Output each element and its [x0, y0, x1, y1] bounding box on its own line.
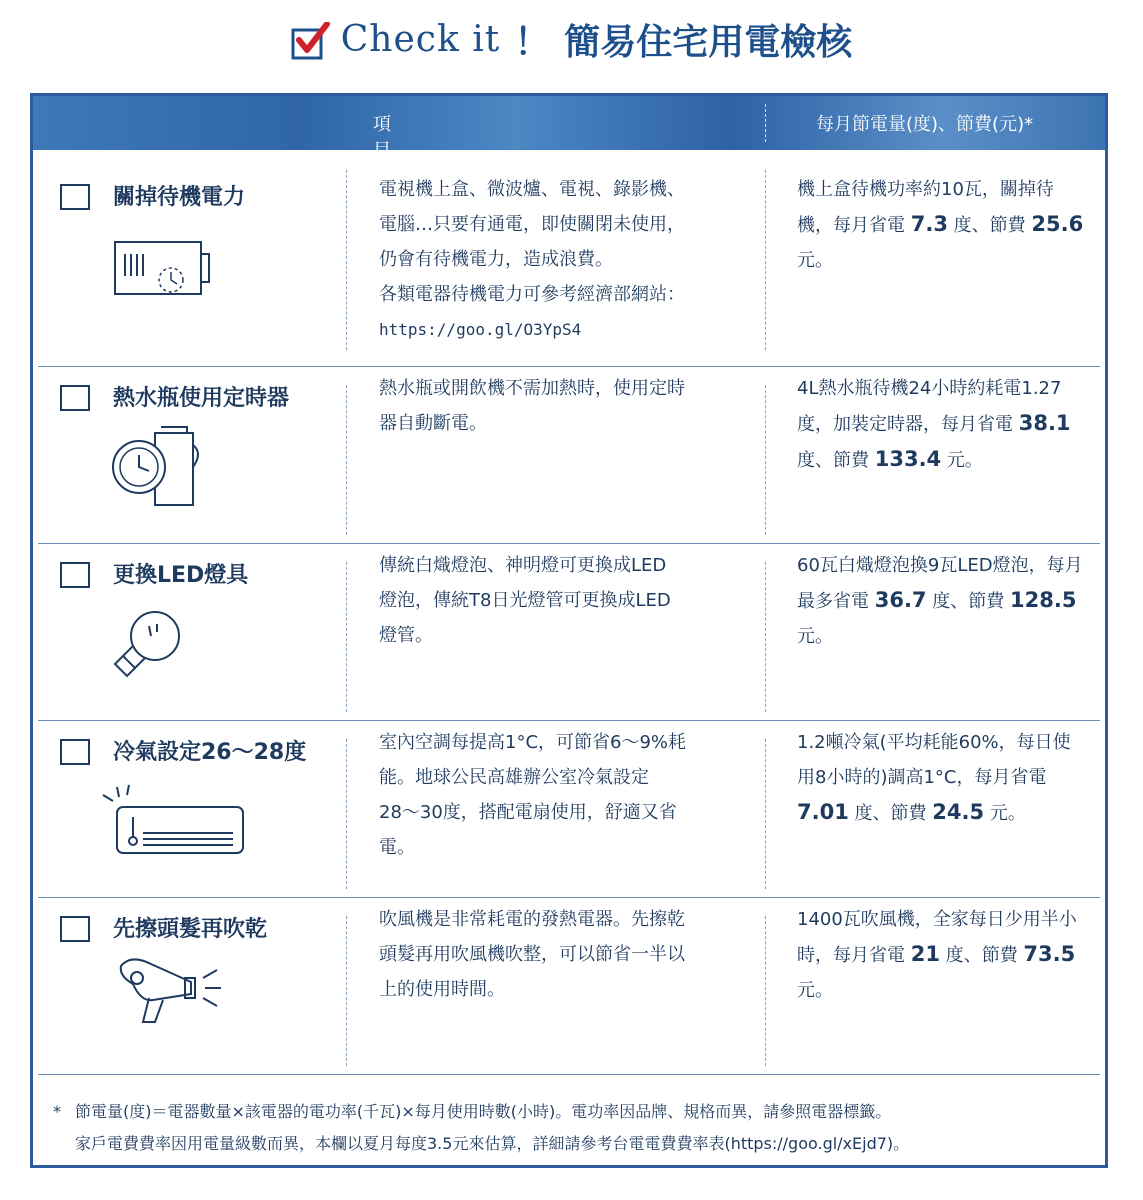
column-divider [346, 170, 347, 350]
saving-text: 度、節費 [926, 591, 1011, 612]
column-divider [765, 739, 766, 889]
row-title: 更換LED燈具 [113, 563, 249, 588]
checkbox[interactable] [60, 739, 90, 765]
saving-kwh: 36.7 [874, 588, 927, 612]
column-divider [765, 170, 766, 350]
desc-line: 28～30度，搭配電扇使用，舒適又省 [379, 802, 677, 823]
column-divider [765, 562, 766, 712]
footnote-line-2: 家戶電費費率因用電量級數而異，本欄以夏月每度3.5元來估算，詳細請參考台電電費費率表(https://goo.gl/xEjd7)。 [75, 1134, 910, 1153]
column-divider [346, 562, 347, 712]
header-saving: 每月節電量(度)、節費(元)* [816, 114, 1034, 135]
row-description [379, 902, 749, 1007]
table-row [33, 150, 1105, 367]
saving-text: 1400瓦吹風機，全家每日少用半小時，每月省電 [797, 909, 1077, 966]
row-separator [38, 1074, 1100, 1075]
footnote-line-1 [53, 1096, 1093, 1128]
saving-text: 元。 [941, 450, 983, 471]
saving-text: 元。 [984, 803, 1026, 824]
checkbox[interactable] [60, 184, 90, 210]
standby-power-icon [111, 232, 221, 311]
desc-line: 仍會有待機電力，造成浪費。 [379, 249, 613, 270]
table-header [33, 96, 1105, 161]
row-saving [797, 172, 1087, 278]
row-saving [797, 725, 1087, 831]
desc-line: 室內空調每提高1°C，可節省6～9%耗 [379, 732, 687, 753]
desc-line: 電視機上盒、微波爐、電視、錄影機、 [379, 179, 685, 200]
page-header [0, 14, 1143, 78]
saving-text: 元。 [797, 250, 833, 271]
table-row [33, 367, 1105, 544]
saving-text: 60瓦白熾燈泡換9瓦LED燈泡，每月最多省電 [797, 555, 1083, 612]
desc-line: 能。地球公民高雄辦公室冷氣設定 [379, 767, 649, 788]
header-item: 項 目 [373, 114, 409, 161]
saving-cost: 25.6 [1031, 212, 1084, 236]
saving-cost: 73.5 [1023, 942, 1076, 966]
checklist-table [30, 93, 1108, 1168]
saving-text: 元。 [797, 626, 833, 647]
row-description [379, 725, 749, 865]
row-title: 關掉待機電力 [113, 185, 246, 210]
column-divider [346, 739, 347, 889]
saving-kwh: 7.01 [797, 800, 849, 824]
row-description [379, 172, 749, 347]
desc-line: 電。 [379, 837, 415, 858]
saving-text: 機上盒待機功率約10瓦，關掉待機，每月省電 [797, 179, 1054, 236]
hair-dryer-icon [113, 956, 243, 1040]
footnote [53, 1096, 1093, 1160]
desc-line: 電腦…只要有通電，即使關閉未使用， [379, 214, 685, 235]
title-english: Check it [340, 19, 501, 60]
desc-line: 吹風機是非常耗電的發熱電器。先擦乾 [379, 909, 685, 930]
desc-line: 燈管。 [379, 625, 433, 646]
desc-line: 燈泡，傳統T8日光燈管可更換成LED [379, 590, 671, 611]
row-saving [797, 371, 1087, 478]
title-chinese: 簡易住宅用電檢核 [564, 21, 853, 63]
saving-cost: 24.5 [932, 800, 985, 824]
column-divider [765, 916, 766, 1066]
saving-text: 元。 [797, 980, 833, 1001]
page-title [291, 14, 852, 65]
table-row [33, 544, 1105, 721]
table-row [33, 898, 1105, 1075]
desc-line: 熱水瓶或開飲機不需加熱時，使用定時 [379, 378, 685, 399]
row-title: 先擦頭髮再吹乾 [113, 917, 268, 942]
thermos-timer-icon [105, 423, 205, 517]
led-bulb-icon [109, 606, 189, 690]
saving-text: 度、節費 [939, 945, 1024, 966]
checkbox[interactable] [60, 562, 90, 588]
row-saving [797, 548, 1087, 654]
row-title: 熱水瓶使用定時器 [113, 386, 290, 411]
row-description [379, 371, 749, 441]
saving-text: 度、節費 [797, 450, 875, 471]
saving-kwh: 38.1 [1018, 411, 1071, 435]
reference-link[interactable]: https://goo.gl/O3YpS4 [379, 320, 582, 339]
saving-text: 度、節費 [848, 803, 933, 824]
footnote-text: 節電量(度)＝電器數量×該電器的電功率(千瓦)×每月使用時數(小時)。電功率因品牌、規格而異，請參照電器標籤。 [75, 1102, 892, 1121]
footnote-star: * [53, 1102, 61, 1121]
saving-text: 度、節費 [947, 215, 1032, 236]
air-conditioner-icon [97, 783, 257, 867]
desc-line: 頭髮再用吹風機吹整，可以節省一半以 [379, 944, 685, 965]
row-description [379, 548, 749, 653]
checkmark-icon [291, 22, 327, 58]
saving-cost: 128.5 [1010, 588, 1077, 612]
title-exclamation: ！ [514, 21, 551, 63]
header-divider [765, 104, 766, 142]
checkbox[interactable] [60, 385, 90, 411]
saving-text: 4L熱水瓶待機24小時約耗電1.27度，加裝定時器，每月省電 [797, 378, 1062, 435]
column-divider [346, 916, 347, 1066]
saving-kwh: 21 [910, 942, 940, 966]
saving-text: 1.2噸冷氣(平均耗能60%，每日使用8小時的)調高1°C，每月省電 [797, 732, 1071, 788]
desc-line: 上的使用時間。 [379, 979, 505, 1000]
column-divider [346, 385, 347, 535]
desc-line: 傳統白熾燈泡、神明燈可更換成LED [379, 555, 667, 576]
column-divider [765, 385, 766, 535]
desc-line: 各類電器待機電力可參考經濟部網站： [379, 284, 685, 305]
desc-line: 器自動斷電。 [379, 413, 487, 434]
row-saving [797, 902, 1087, 1008]
saving-kwh: 7.3 [910, 212, 948, 236]
saving-cost: 133.4 [874, 447, 942, 471]
table-row [33, 721, 1105, 898]
row-title: 冷氣設定26～28度 [113, 740, 307, 765]
checkbox[interactable] [60, 916, 90, 942]
